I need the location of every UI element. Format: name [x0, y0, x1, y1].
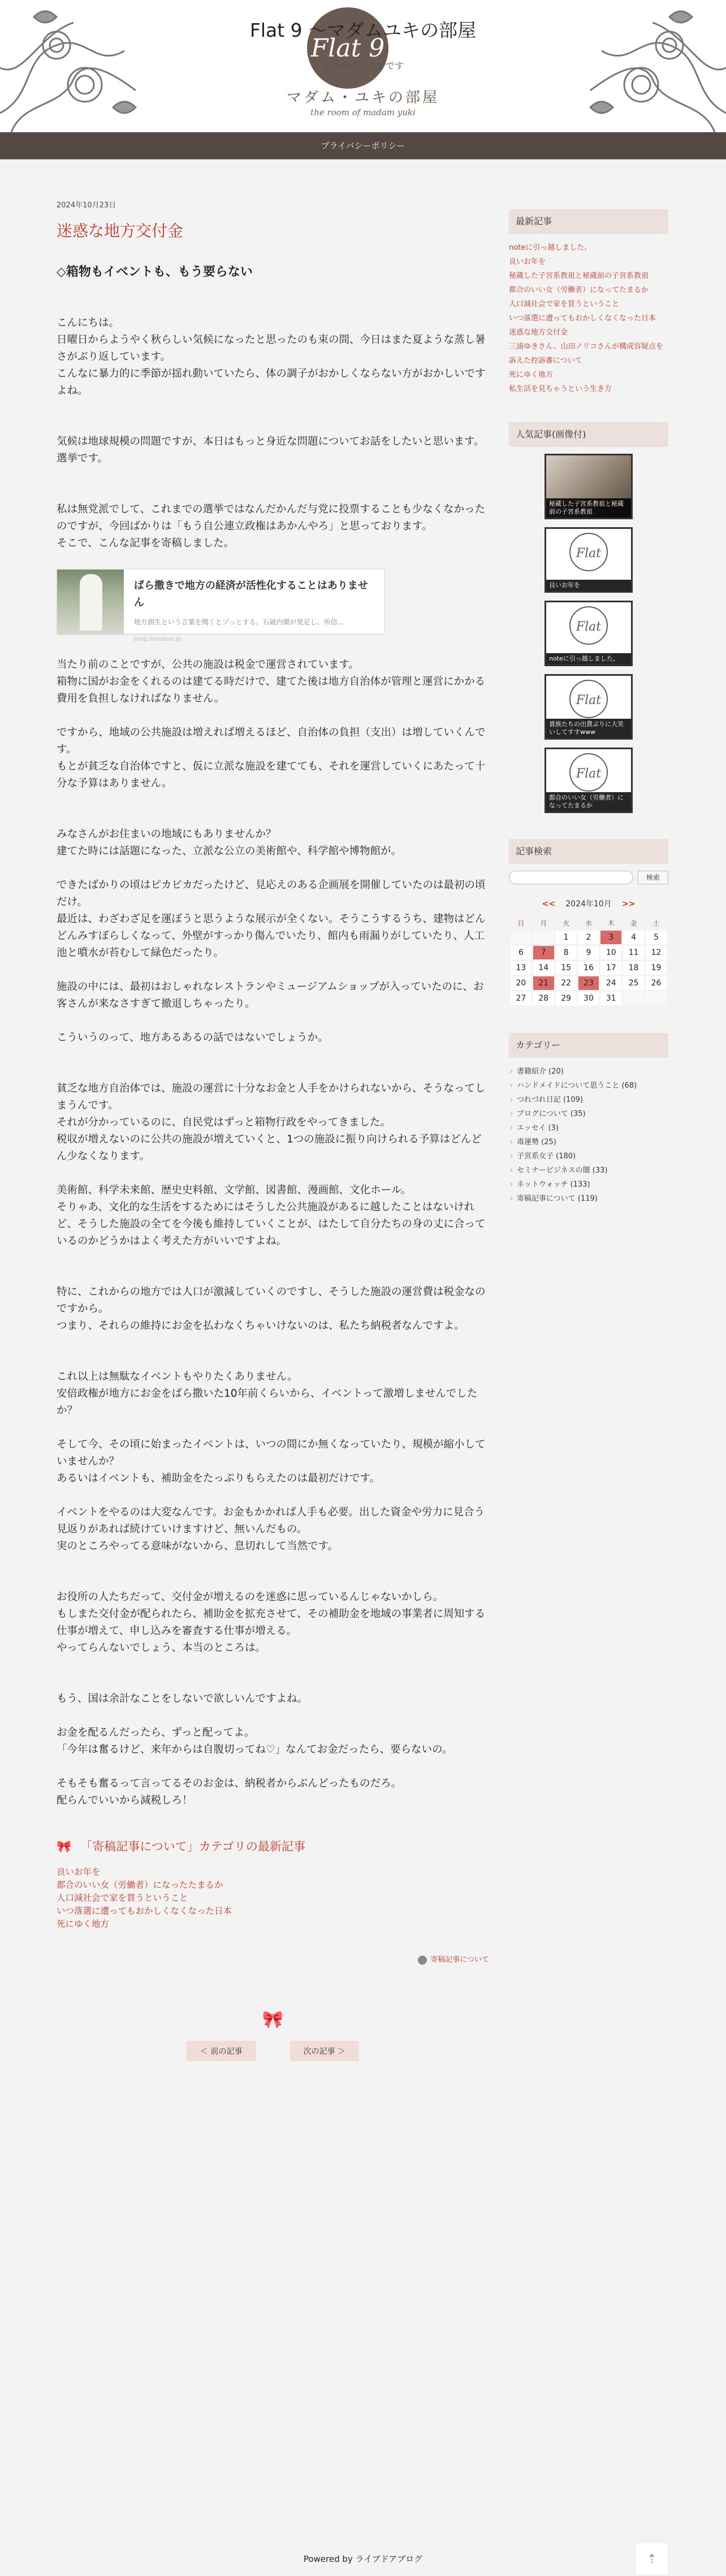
- category-item[interactable]: › ネットウォッチ (133): [509, 1178, 668, 1192]
- popular-post-label: 良いお年を: [546, 580, 631, 591]
- svg-text:Flat: Flat: [576, 767, 602, 781]
- calendar-day: 20: [511, 976, 531, 990]
- calendar-prev[interactable]: <<: [542, 900, 555, 909]
- next-post-button[interactable]: 次の記事 ＞: [290, 2041, 359, 2061]
- post-date: 2024年10月23日: [57, 201, 116, 210]
- post-paragraph: そして今、その頃に始まったイベントは、いつの間にか無くなっていたり、規模が縮小していませんか？ あるいはイベントも、補助金をたっぷりもらえたのは最初だけです。: [57, 1439, 486, 1484]
- calendar-day: 27: [511, 992, 531, 1005]
- calendar-day: 1: [556, 931, 577, 944]
- post-paragraph: 特に、これからの地方では人口が激減していくのですし、そうした施設の運営費は税金なのですから。 つまり、それらの維持にお金を払わなくちゃいけないのは、私たち納税者なんですよ。: [57, 1286, 486, 1332]
- calendar-day[interactable]: 7: [533, 946, 554, 959]
- paragraph-gap: [57, 1572, 489, 1589]
- calendar: [509, 898, 668, 1007]
- related-post-link[interactable]: 都合のいい女（労働者）になったたまるか: [57, 1880, 223, 1890]
- related-post-link[interactable]: いつ落選に遭ってもおかしくなくなった日本: [57, 1906, 232, 1916]
- calendar-day: 22: [556, 976, 577, 990]
- post-paragraph: 当たり前のことですが、公共の施設は税金で運営されています。 箱物に国がお金をくれるのは建てる時だけで、建てた後は地方自治体が管理と運営にかかる費用を負担しなければなりません。: [57, 659, 486, 705]
- category-item[interactable]: › 書籍紹介 (20): [509, 1065, 668, 1079]
- recent-post-link[interactable]: いつ落選に遭ってもおかしくなくなった日本: [509, 314, 656, 323]
- recent-post-link[interactable]: 秘蔵した子宮系教祖と秘蔵前の子宮系教祖: [509, 272, 649, 280]
- prev-post-button[interactable]: ＜ 前の記事: [187, 2041, 256, 2061]
- calendar-day: 28: [533, 992, 554, 1005]
- calendar-next[interactable]: >>: [622, 900, 636, 909]
- back-to-top-icon[interactable]: ⇡: [636, 2543, 668, 2575]
- related-posts: [57, 1837, 489, 1931]
- svg-text:Flat: Flat: [576, 620, 602, 634]
- svg-text:Flat 9: Flat 9: [310, 34, 385, 63]
- post-paragraph: こういうのって、地方あるあるの話ではないでしょうか。: [57, 1032, 329, 1044]
- nav-privacy-policy[interactable]: プライバシーポリシー: [321, 141, 405, 151]
- calendar-day: 16: [578, 961, 599, 975]
- calendar-day: 26: [646, 976, 667, 990]
- recent-posts-title: 最新記事: [509, 209, 668, 234]
- post-paragraph: お金を配るんだったら、ずっと配ってよ。 「今年は奮るけど、来年からは自腹切ってね♡」なんてお金だったら、要らないの。: [57, 1727, 453, 1756]
- ribbon-divider-icon: 🎀: [262, 2009, 284, 2030]
- calendar-day: [511, 931, 531, 944]
- calendar-day: 5: [646, 931, 667, 944]
- global-nav: [0, 132, 726, 159]
- post-heading: ◇箱物もイベントも、もう要らない: [57, 265, 253, 279]
- popular-posts-widget: [509, 422, 668, 813]
- paragraph-gap: [57, 1352, 489, 1369]
- calendar-day: 12: [646, 946, 667, 959]
- card-thumbnail: [57, 570, 124, 635]
- calendar-day: 30: [578, 992, 599, 1005]
- popular-post-label: noteに引っ越しました。: [546, 653, 631, 664]
- calendar-day: [623, 992, 644, 1005]
- popular-post-item[interactable]: [544, 601, 633, 666]
- calendar-weekday: 木: [607, 919, 615, 927]
- paragraph-gap: [57, 416, 489, 433]
- category-item[interactable]: › ハンドメイドについて思うこと (68): [509, 1079, 668, 1093]
- recent-post-link[interactable]: 迷惑な地方交付金: [509, 328, 568, 337]
- calendar-weekday: 金: [630, 919, 637, 927]
- paragraph-gap: [57, 1267, 489, 1284]
- calendar-day: 19: [646, 961, 667, 975]
- post-navigation: [57, 2041, 489, 2061]
- related-post-link[interactable]: 死にゆく地方: [57, 1919, 110, 1929]
- flat9-logo-icon: [569, 753, 608, 792]
- footer: Powered by ライブドアブログ: [303, 2554, 423, 2564]
- calendar-day: 17: [600, 961, 621, 975]
- popular-post-label: 都合のいい女（労働者）になってたまるか: [546, 792, 631, 811]
- post-paragraph: 貧乏な地方自治体では、施設の運営に十分なお金と人手をかけられないから、そうなってしまうんです。 それが分かっているのに、自民党はずっと箱物行政をやってきました。 税収が増えないのに公共の施設が増えていくと、1つの施設に振り向けられる予算はどんどん少なくなります。: [57, 1083, 486, 1162]
- post-title[interactable]: 迷惑な地方交付金: [57, 221, 184, 240]
- search-title: 記事検索: [509, 839, 668, 864]
- related-post-link[interactable]: 人口減社会で家を買うということ: [57, 1893, 188, 1903]
- calendar-day: 11: [623, 946, 644, 959]
- flat9-logo-icon: [569, 532, 608, 572]
- popular-post-item[interactable]: [544, 527, 633, 593]
- site-description: 土地が語る自分です: [322, 60, 404, 71]
- popular-posts-title: 人気記事(画像付): [509, 422, 668, 447]
- post-paragraph: これ以上は無駄なイベントもやりたくありません。 安倍政権が地方にお金をばら撒いた10年前くらいから、イベントって激増しませんでしたか？: [57, 1371, 478, 1417]
- post-paragraph: もう、国は余計なことをしないで欲しいんですよね。: [57, 1693, 308, 1705]
- calendar-day: [646, 992, 667, 1005]
- category-item[interactable]: › ブログについて (35): [509, 1107, 668, 1121]
- post-paragraph: できたばかりの頃はピカピカだったけど、見応えのある企画展を開催していたのは最初の頃だけ。 最近は、わざわざ足を運ぼうと思うような展示が全くない。そうこうするうち、建物はどんどんみすぼらしくなって、外壁がすっかり傷んでいたり、館内も雨漏りがしていたり、人工池と噴水が苔むして緑色だったり。: [57, 879, 486, 959]
- card-url: blog.livedoor.jp: [133, 635, 182, 642]
- post-paragraph: ですから、地域の公共施設は増えれば増えるほど、自治体の負担（支出）は増していくんです。 もとが貧乏な自治体ですと、仮に立派な施設を建てても、それを運営していくにあたって十分な予算はありません。: [57, 727, 486, 789]
- logo-text: マダム・ユキの部屋: [286, 89, 439, 106]
- calendar-day: 15: [556, 961, 577, 975]
- category-title: カテゴリー: [509, 1033, 668, 1058]
- category-item[interactable]: › セミナービジネスの闇 (33): [509, 1163, 668, 1178]
- card-title: ばら撒きで地方の経済が活性化することはありません: [133, 580, 368, 609]
- card-description: 地方創生という言葉を聞くとゾっとする。石破内閣が発足し、所信...: [133, 618, 344, 626]
- recent-post-link[interactable]: 三浦ゆきさん、山田ノリコさんが構成容疑点を訴えた控訴審について: [509, 342, 664, 365]
- category-item[interactable]: › エッセイ (3): [509, 1121, 668, 1135]
- calendar-day: 8: [556, 946, 577, 959]
- logo-subtitle: the room of madam yuki: [310, 107, 416, 118]
- search-button[interactable]: 検索: [638, 871, 668, 884]
- site-title[interactable]: Flat 9 〜マダムユキの部屋: [249, 19, 477, 41]
- calendar-day[interactable]: 3: [600, 931, 621, 944]
- calendar-day: 24: [600, 976, 621, 990]
- post-paragraph: みなさんがお住まいの地域にもありませんか？ 建てた時には話題になった、立派な公立の美術館や、科学館や博物館が。: [57, 828, 402, 857]
- category-item[interactable]: › 毒運勢 (25): [509, 1135, 668, 1149]
- flat9-logo-icon: [569, 679, 608, 719]
- calendar-day: 6: [511, 946, 531, 959]
- calendar-day[interactable]: 23: [578, 976, 599, 990]
- post-paragraph: そもそも奮るって言ってるそのお金は、納税者からぶんどったものだろ。 配らんでいいから減税しろ！: [57, 1778, 402, 1806]
- popular-post-item[interactable]: [544, 748, 633, 813]
- calendar-day: 25: [623, 976, 644, 990]
- calendar-day: 29: [556, 992, 577, 1005]
- post-body: [57, 264, 489, 1809]
- calendar-day: 31: [600, 992, 621, 1005]
- calendar-weekday: 月: [540, 919, 547, 927]
- category-link[interactable]: 寄稿記事について: [57, 1953, 489, 1965]
- category-item[interactable]: › 寄稿記事について (119): [509, 1192, 668, 1206]
- calendar-weekday: 土: [652, 919, 660, 927]
- paragraph-gap: [57, 1063, 489, 1080]
- calendar-day: 10: [600, 946, 621, 959]
- recent-post-link[interactable]: 人口減社会で家を買うということ: [509, 300, 620, 309]
- flat9-logo-icon: [569, 606, 608, 645]
- post-paragraph: 気候は地球規模の問題ですが、本日はもっと身近な問題についてお話をしたいと思います。 選挙です。: [57, 436, 485, 464]
- category-item[interactable]: › つれづれ日記 (109): [509, 1093, 668, 1107]
- calendar-day: 13: [511, 961, 531, 975]
- category-widget: [509, 1033, 668, 1206]
- popular-post-item[interactable]: [544, 674, 633, 740]
- recent-posts-widget: [509, 209, 668, 396]
- post-paragraph: イベントをやるのは大変なんです。お金もかかれば人手も必要。出した資金や労力に見合う見返りがあれば続けていけますけど、無いんだもの。 実のところやってる意味がないから、息切れして当然です。: [57, 1506, 485, 1552]
- svg-text:Flat: Flat: [576, 546, 602, 561]
- paragraph-gap: [57, 809, 489, 826]
- paragraph-gap: [57, 1674, 489, 1691]
- calendar-day: 9: [578, 946, 599, 959]
- recent-post-link[interactable]: 死にゆく地方: [509, 371, 554, 379]
- svg-text:Flat: Flat: [576, 693, 602, 707]
- calendar-month: 2024年10月: [565, 900, 612, 909]
- embedded-link-card[interactable]: [57, 569, 384, 642]
- post-paragraph: 施設の中には、最初はおしゃれなレストランやミュージアムショップが入っていたのに、お客さんが来なさすぎて撤退しちゃったり。: [57, 981, 484, 1010]
- site-header: [0, 0, 726, 132]
- post-paragraph: こんにちは。 日曜日からようやく秋らしい気候になったと思ったのも束の間、今日はまた夏ような蒸し暑さがぶり返しています。 こんなに暴力的に季節が揺れ動いていたら、体の調子がおかしくならない方がおかしいですよね。: [57, 317, 486, 397]
- calendar-day[interactable]: 21: [533, 976, 554, 990]
- popular-post-label: 秘蔵した子宮系教祖と秘蔵前の子宮系教祖: [546, 498, 631, 518]
- folder-icon: [418, 1956, 427, 1965]
- calendar-weekday: 水: [585, 919, 592, 927]
- calendar-day: 4: [623, 931, 644, 944]
- sidebar: [509, 209, 668, 1232]
- post-paragraph: 美術館、科学未来館、歴史史料館、文学館、図書館、漫画館、文化ホール。 そりゃあ、文化的な生活をするためにはそうした公共施設があるに越したことはないけれど、そうした施設の全てを今後も維持していくことが、はたして自分たちの身の丈に合っているのかどうかはよく考えた方がいいですよね。: [57, 1184, 486, 1247]
- post-paragraph: お役所の人たちだって、交付金が増えるのを迷惑に思っているんじゃないかしら。 もしまた交付金が配られたら、補助金を拡充させて、その補助金を地域の事業者に周知する仕事が増えて、申し込みを審査する仕事が増える。 やってらんないでしょう、本当のところは。: [57, 1591, 486, 1654]
- recent-post-link[interactable]: 都合のいい女（労働者）になってたまるか: [509, 286, 649, 294]
- recent-post-link[interactable]: 私生活を見ちゃうという生き方: [509, 385, 612, 393]
- calendar-day: 2: [578, 931, 599, 944]
- related-heading: 🎀 「寄稿記事について」カテゴリの最新記事: [57, 1840, 305, 1853]
- popular-post-label: 貴族たちの出費ぶりに大笑いしてすすwww: [546, 719, 631, 738]
- recent-post-link[interactable]: 良いお年を: [509, 258, 546, 266]
- calendar-weekday: 日: [517, 919, 525, 927]
- calendar-weekday: 火: [563, 919, 570, 927]
- calendar-day: 18: [623, 961, 644, 975]
- search-widget: [509, 839, 668, 1007]
- calendar-day: 14: [533, 961, 554, 975]
- bow-icon: 🎀: [57, 1840, 72, 1853]
- popular-post-item[interactable]: [544, 454, 633, 519]
- calendar-day: [533, 931, 554, 944]
- paragraph-gap: [57, 484, 489, 501]
- main-content: [57, 199, 489, 2061]
- post-paragraph: 私は無党派でして、これまでの選挙ではなんだかんだ与党に投票することも少なくなかったのですが、今回ばかりは「もう自公連立政権はあかんやろ」と思っております。 そこで、こんな記事を寄稿しました。: [57, 503, 486, 549]
- category-item[interactable]: › 子宮系女子 (180): [509, 1149, 668, 1163]
- related-post-link[interactable]: 良いお年を: [57, 1867, 101, 1877]
- search-input[interactable]: [509, 871, 633, 884]
- recent-post-link[interactable]: noteに引っ越しました。: [509, 244, 592, 252]
